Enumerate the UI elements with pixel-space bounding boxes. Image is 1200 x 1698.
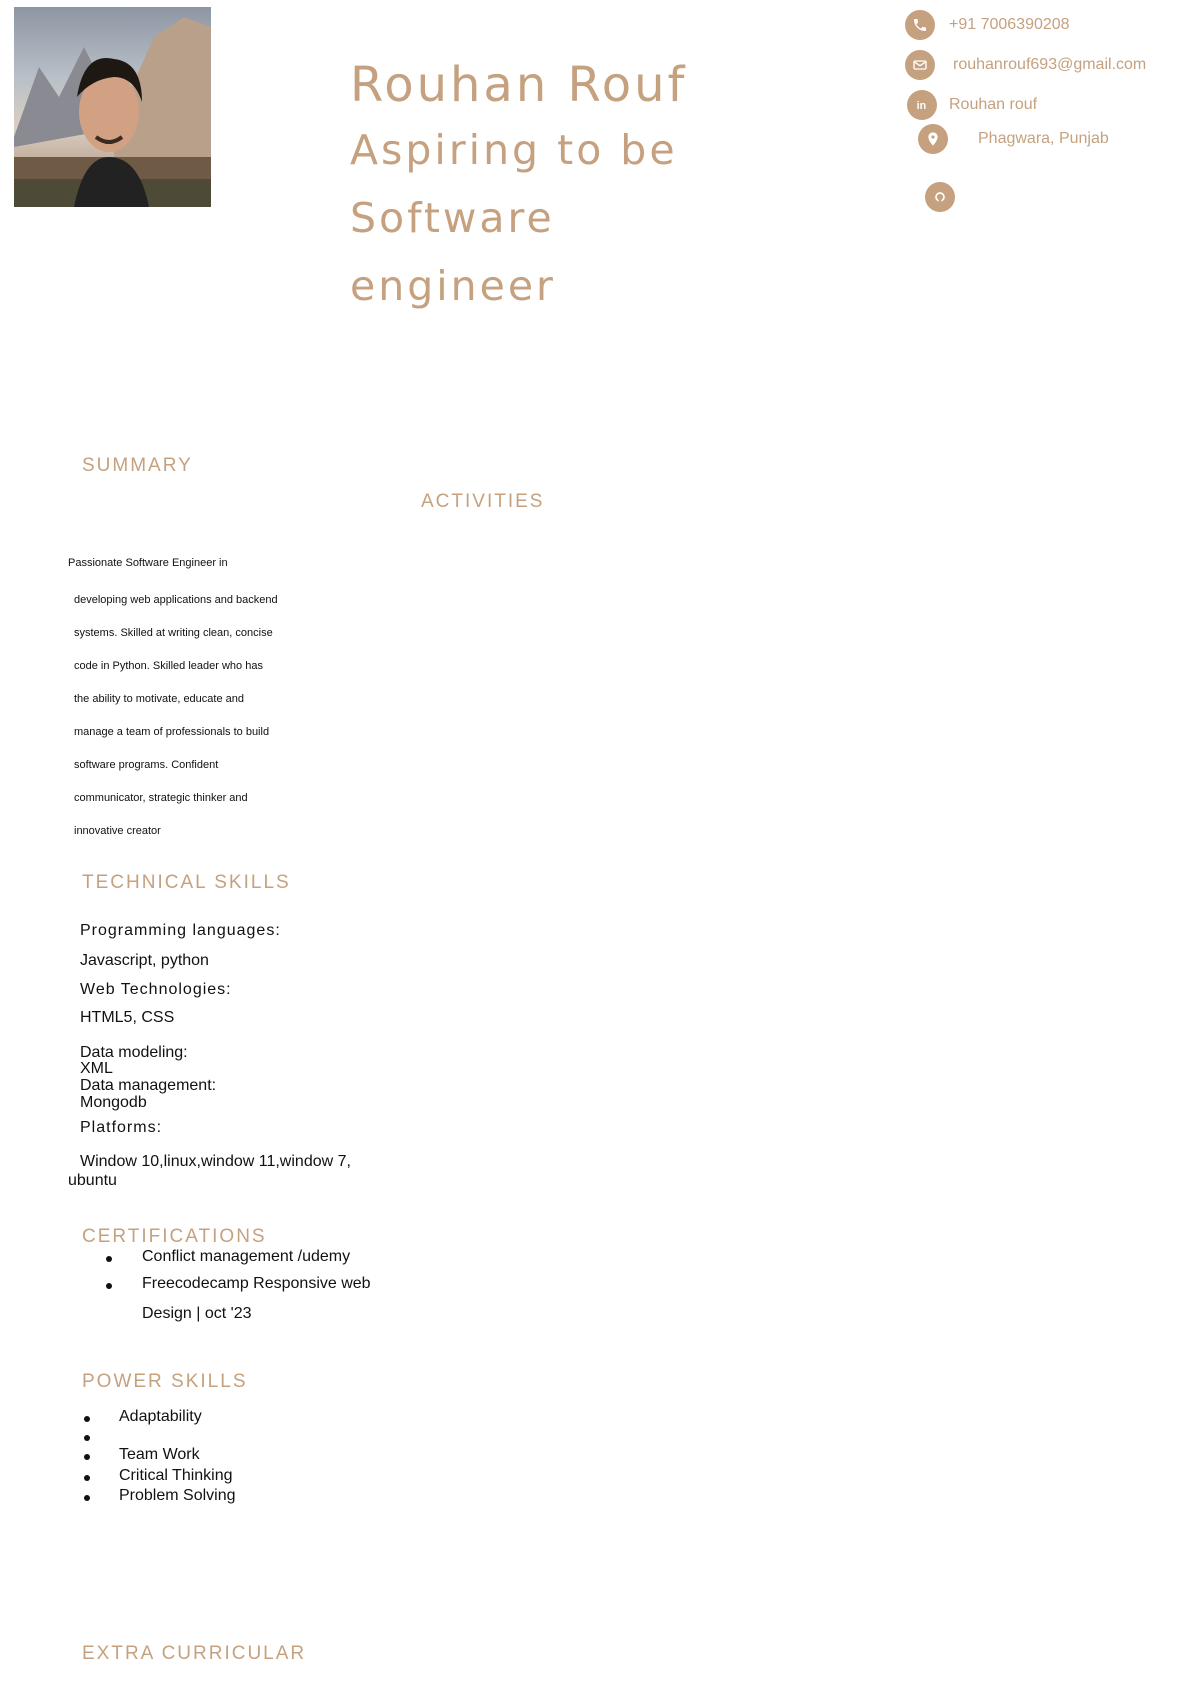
power-skill-item: Team Work <box>119 1446 200 1463</box>
location-pin-icon <box>918 124 948 154</box>
summary-text <box>68 553 278 854</box>
power-skill-item: Adaptability <box>119 1408 202 1425</box>
web-label: Web Technologies: <box>80 981 232 998</box>
bullet-icon <box>84 1495 90 1501</box>
summary-line: systems. Skilled at writing clean, concise <box>74 627 273 639</box>
bullet-icon <box>84 1454 90 1460</box>
certifications-heading: CERTIFICATIONS <box>82 1226 267 1247</box>
summary-line: communicator, strategic thinker and <box>74 792 248 804</box>
contact-github[interactable] <box>925 182 955 212</box>
activities-heading: ACTIVITIES <box>421 491 545 512</box>
datamanagement-value: Mongodb <box>80 1094 147 1111</box>
power-skill-item: Critical Thinking <box>119 1467 233 1484</box>
header <box>350 54 770 320</box>
tagline <box>350 116 770 320</box>
summary-heading: SUMMARY <box>82 455 193 476</box>
bullet-icon <box>84 1416 90 1422</box>
bullet-icon <box>84 1435 90 1441</box>
prog-value: Javascript, python <box>80 952 209 969</box>
tagline-line: Aspiring to be <box>350 126 678 174</box>
certification-item: Freecodecamp Responsive web <box>142 1275 371 1292</box>
contact-phone[interactable]: +91 7006390208 <box>905 10 1070 40</box>
bullet-icon <box>106 1283 112 1289</box>
mail-icon <box>905 50 935 80</box>
datamanagement-label: Data management: <box>80 1077 217 1094</box>
platforms-value: Window 10,linux,window 11,window 7, <box>80 1153 351 1170</box>
summary-line: developing web applications and backend <box>74 594 278 606</box>
contact-linkedin[interactable]: in Rouhan rouf <box>907 90 1037 120</box>
summary-line: manage a team of professionals to build <box>74 726 270 738</box>
summary-line: software programs. Confident <box>74 759 219 771</box>
bullet-icon <box>84 1475 90 1481</box>
tagline-line: Software <box>350 194 555 242</box>
summary-line: Passionate Software Engineer in <box>68 557 228 569</box>
contact-email[interactable]: rouhanrouf693@gmail.com <box>905 50 1146 80</box>
web-value: HTML5, CSS <box>80 1009 175 1026</box>
phone-icon <box>905 10 935 40</box>
extra-curricular-heading: EXTRA CURRICULAR <box>82 1643 307 1664</box>
bullet-icon <box>106 1256 112 1262</box>
power-skill-item: Problem Solving <box>119 1487 236 1504</box>
github-icon[interactable] <box>925 182 955 212</box>
svg-text:in: in <box>916 100 927 112</box>
datamodel-label: Data modeling: <box>80 1044 188 1061</box>
certification-item: Conflict management /udemy <box>142 1248 351 1265</box>
power-skills-heading: POWER SKILLS <box>82 1371 248 1392</box>
platforms-label: Platforms: <box>80 1119 163 1136</box>
prog-label: Programming languages: <box>80 922 281 939</box>
linkedin-icon <box>907 90 937 120</box>
candidate-name: Rouhan Rouf <box>350 57 688 113</box>
summary-line: innovative creator <box>74 825 161 837</box>
summary-line: code in Python. Skilled leader who has <box>74 660 263 672</box>
technical-skills-heading: TECHNICAL SKILLS <box>82 872 291 893</box>
profile-photo <box>14 7 211 207</box>
platforms-value-cont: ubuntu <box>68 1172 117 1189</box>
tagline-line: engineer <box>350 262 556 310</box>
certification-item-cont: Design | oct '23 <box>142 1305 252 1322</box>
contact-location: Phagwara, Punjab <box>918 124 1109 154</box>
summary-line: the ability to motivate, educate and <box>74 693 244 705</box>
datamodel-value: XML <box>80 1060 113 1077</box>
